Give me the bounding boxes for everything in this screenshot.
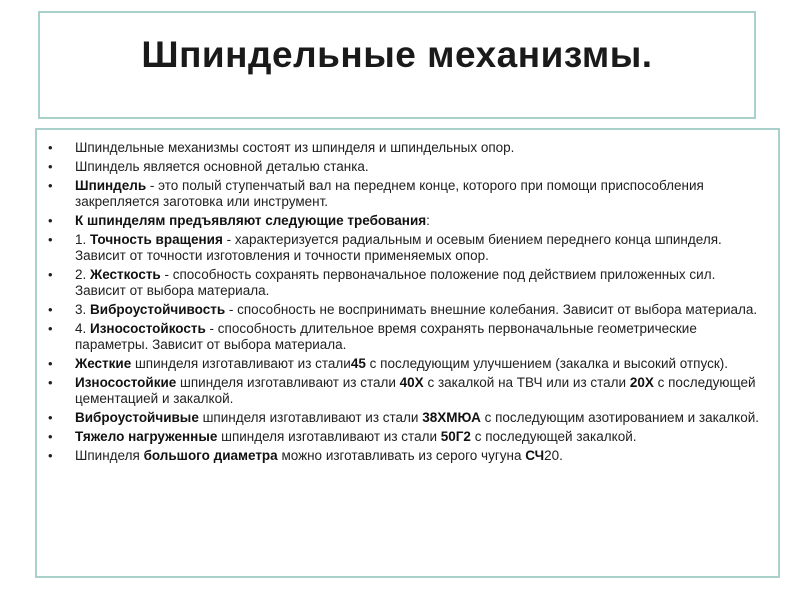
bullet-dot-icon: •	[48, 232, 53, 247]
bullet-text-bold: К шпинделям предъявляют следующие требования	[75, 213, 427, 228]
slide-title: Шпиндельные механизмы.	[141, 34, 653, 75]
bullet-text: шпинделя изготавливают из стали	[176, 375, 400, 390]
bullet-dot-icon: •	[48, 140, 53, 155]
bullet-text-bold: Износостойкость	[90, 321, 206, 336]
bullet-text-bold: 45	[350, 356, 366, 371]
bullet-text: шпинделя изготавливают из стали	[131, 356, 351, 371]
bullet-text: - способность сохранять первоначальное положение под действием приложенных сил. Зависит от выбора материала.	[75, 267, 716, 298]
bullet-text-bold: Шпиндель	[75, 178, 147, 193]
title-box	[38, 11, 756, 119]
bullet-dot-icon: •	[48, 410, 53, 425]
bullet-item	[37, 232, 772, 264]
bullet-dot-icon: •	[48, 448, 53, 463]
bullet-dot-icon: •	[48, 267, 53, 282]
bullet-text: - способность не воспринимать внешние колебания. Зависит от выбора материала.	[225, 302, 758, 317]
bullet-text: с закалкой на ТВЧ или из стали	[423, 375, 630, 390]
bullet-dot-icon: •	[48, 178, 53, 193]
bullet-text-bold: 20Х	[629, 375, 654, 390]
bullet-text: шпинделя изготавливают из стали	[198, 410, 423, 425]
bullet-text: Шпиндель является основной деталью станка.	[75, 159, 369, 174]
bullet-text: с последующим улучшением (закалка и высокий отпуск).	[365, 356, 728, 371]
bullet-text-bold: СЧ	[525, 448, 545, 463]
bullet-dot-icon: •	[48, 429, 53, 444]
bullet-text: - характеризуется радиальным и осевым биением переднего конца шпинделя. Зависит от точности изготовления и точности применяемых опор.	[75, 232, 722, 263]
bullet-item	[37, 213, 772, 229]
bullet-text-bold: 38ХМЮА	[422, 410, 481, 425]
bullet-dot-icon: •	[48, 302, 53, 317]
bullet-dot-icon: •	[48, 321, 53, 336]
bullet-text: Шпинделя	[75, 448, 144, 463]
bullet-dot-icon: •	[48, 375, 53, 390]
bullet-text: можно изготавливать из серого чугуна	[277, 448, 526, 463]
bullet-item	[37, 140, 772, 156]
bullet-item	[37, 159, 772, 175]
bullet-dot-icon: •	[48, 159, 53, 174]
bullet-text-bold: Жесткие	[75, 356, 132, 371]
bullet-text: 20.	[544, 448, 563, 463]
content-box	[35, 128, 780, 578]
bullet-text: с последующей закалкой.	[470, 429, 637, 444]
bullet-text: Шпиндельные механизмы состоят из шпинделя и шпиндельных опор.	[75, 140, 515, 155]
bullet-text-bold: Виброустойчивость	[90, 302, 226, 317]
bullet-item	[37, 178, 772, 210]
bullet-text: 4.	[75, 321, 91, 336]
bullet-text-bold: Точность вращения	[90, 232, 223, 247]
bullet-text-bold: Износостойкие	[75, 375, 177, 390]
bullet-text-bold: 40Х	[399, 375, 424, 390]
bullet-text: 1.	[75, 232, 91, 247]
bullet-text-bold: Тяжело нагруженные	[75, 429, 218, 444]
bullet-item	[37, 375, 772, 407]
bullet-text: шпинделя изготавливают из стали	[217, 429, 441, 444]
bullet-text: :	[426, 213, 430, 228]
bullet-text-bold: Виброустойчивые	[75, 410, 199, 425]
bullet-item	[37, 321, 772, 353]
bullet-item	[37, 410, 772, 426]
bullet-item	[37, 302, 772, 318]
bullet-item	[37, 356, 772, 372]
bullet-text: - способность длительное время сохранять первоначальные геометрические параметры. Зависит от выбора материала.	[75, 321, 697, 352]
bullet-item	[37, 448, 772, 464]
bullet-item	[37, 267, 772, 299]
bullet-text: 3.	[75, 302, 91, 317]
bullet-text: - это полый ступенчатый вал на переднем конце, которого при помощи приспособления закрепляется заготовка или инструмент.	[75, 178, 704, 209]
bullet-text-bold: Жесткость	[90, 267, 161, 282]
bullet-dot-icon: •	[48, 356, 53, 371]
bullet-text-bold: большого диаметра	[143, 448, 278, 463]
bullet-text: с последующей цементацией и закалкой.	[75, 375, 756, 406]
bullet-text-bold: 50Г2	[440, 429, 471, 444]
bullet-text: 2.	[75, 267, 91, 282]
bullet-text: с последующим азотированием и закалкой.	[480, 410, 760, 425]
bullet-item	[37, 429, 772, 445]
bullet-list	[37, 140, 772, 467]
bullet-dot-icon: •	[48, 213, 53, 228]
